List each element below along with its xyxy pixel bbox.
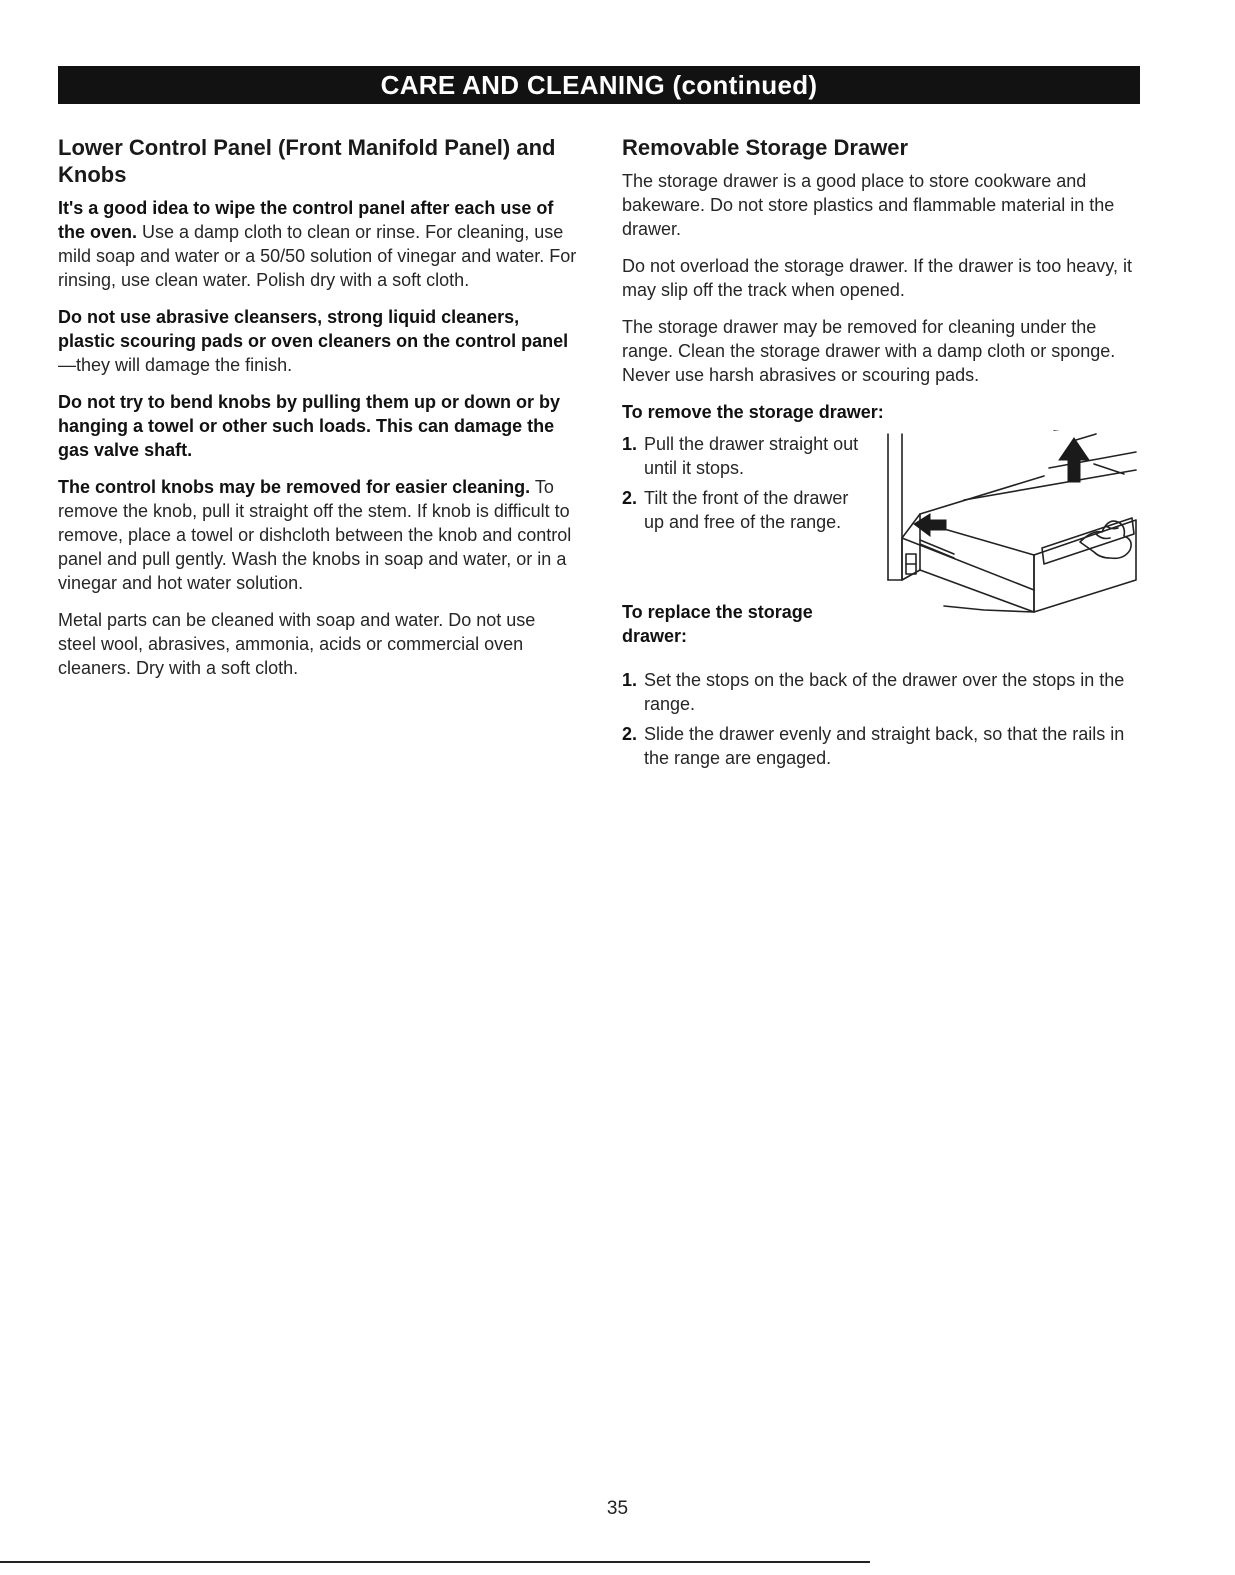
paragraph-no-abrasive-bold: Do not use abrasive cleansers, strong liquid cleaners, plastic scouring pads or oven cleaners on the control panel (58, 307, 569, 351)
paragraph-storage-purpose: The storage drawer is a good place to store cookware and bakeware. Do not store plastics and flammable material in the drawer. (622, 171, 1115, 239)
step-text: Set the stops on the back of the drawer over the stops in the range. (644, 670, 1125, 714)
paragraph-no-overload: Do not overload the storage drawer. If the drawer is too heavy, it may slip off the track when opened. (622, 256, 1132, 300)
lower-control-panel-heading: Lower Control Panel (Front Manifold Panel) and Knobs (58, 135, 556, 187)
list-item (622, 668, 1142, 716)
paragraph-no-bend-knobs (58, 390, 578, 462)
replace-steps-list (622, 668, 1142, 770)
step-text: Tilt the front of the drawer up and free of the range. (644, 488, 849, 532)
step-text: Pull the drawer straight out until it stops. (644, 434, 859, 478)
paragraph-no-abrasive (58, 305, 578, 377)
step-text: Slide the drawer evenly and straight back, so that the rails in the range are engaged. (644, 724, 1125, 768)
paragraph-knobs-text: To remove the knob, pull it straight off the stem. If knob is difficult to remove, place a towel or dishcloth between the knob and control panel and pull gently. Wash the knobs in soap and water, or in a vinegar and hot water solution. (58, 477, 572, 593)
step-number: 2. (622, 724, 638, 744)
footer-divider (0, 1561, 870, 1563)
paragraph-knobs-removed (58, 475, 578, 595)
paragraph-wipe-bold: It's a good idea to wipe the control panel after each use of the oven. (58, 198, 554, 242)
step-number: 1. (622, 670, 638, 690)
storage-drawer-heading: Removable Storage Drawer (622, 135, 909, 160)
section-title: CARE AND CLEANING (continued) (380, 69, 818, 100)
step-number: 1. (622, 434, 638, 454)
step-number: 2. (622, 488, 638, 508)
right-column (622, 134, 1142, 780)
paragraph-no-bend-bold: Do not try to bend knobs by pulling them up or down or by hanging a towel or other such loads. This can damage the gas valve shaft. (58, 392, 560, 460)
list-item (622, 486, 862, 534)
list-item (622, 432, 862, 480)
remove-drawer-block (622, 432, 1142, 646)
list-item (622, 722, 1142, 770)
remove-steps-list (622, 432, 862, 534)
paragraph-no-abrasive-text: —they will damage the finish. (58, 355, 293, 375)
section-header-bar (58, 66, 1140, 104)
paragraph-wipe-control-panel (58, 196, 578, 292)
paragraph-wipe-text: Use a damp cloth to clean or rinse. For cleaning, use mild soap and water or a 50/50 solution of vinegar and water. For rinsing, use clean water. Polish dry with a soft cloth. (58, 222, 577, 290)
paragraph-knobs-bold: The control knobs may be removed for easier cleaning. (58, 477, 531, 497)
page-number: 35 (606, 1498, 629, 1519)
remove-drawer-heading: To remove the storage drawer: (622, 402, 884, 422)
paragraph-removal-cleaning: The storage drawer may be removed for cleaning under the range. Clean the storage drawer with a damp cloth or sponge. Never use harsh abrasives or scouring pads. (622, 317, 1116, 385)
paragraph-metal-parts: Metal parts can be cleaned with soap and water. Do not use steel wool, abrasives, ammonia, acids or commercial oven cleaners. Dry with a soft cloth. (58, 610, 536, 678)
replace-drawer-heading: To replace the storage drawer: (622, 602, 813, 646)
left-column (58, 134, 578, 693)
storage-drawer-removal-illustration (884, 430, 1142, 615)
